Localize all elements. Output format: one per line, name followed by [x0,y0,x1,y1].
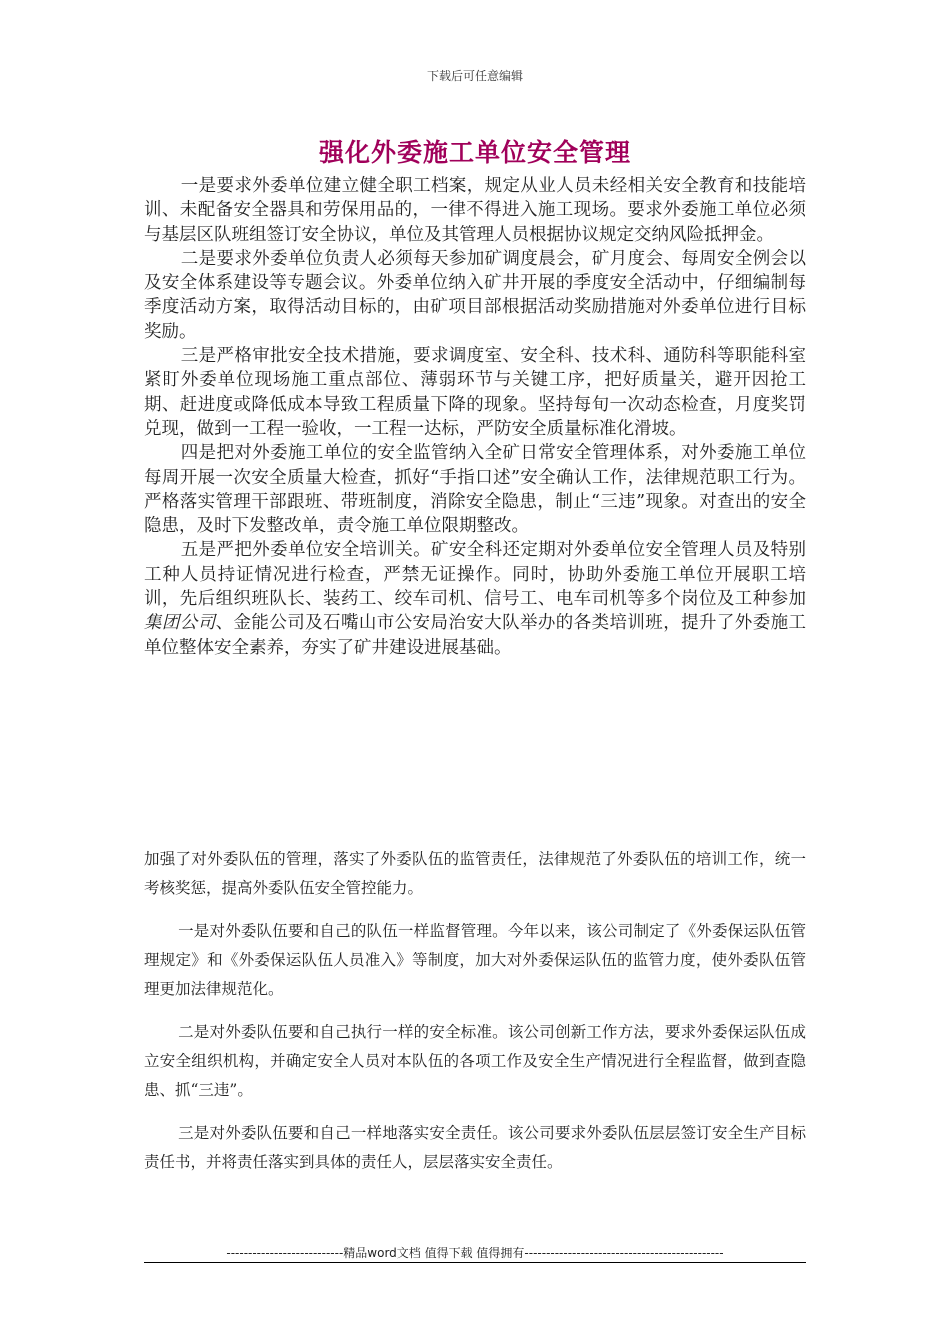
paragraph-5-italic: 集团公司 [144,613,216,634]
paragraph-4: 四是把对外委施工单位的安全监管纳入全矿日常安全管理体系，对外委施工单位每周开展一次安全质量大检查，抓好“手指口述”安全确认工作，法律规范职工行为。严格落实管理干部跟班、带班制度，消除安全隐患，制止“三违”现象。对查出的安全隐患，及时下发整改单，责令施工单位限期整改。 [144,443,806,537]
footer-text: ---------------------------精品word文档 值得下载 值得拥有---------------------------------------------- [226,1246,724,1260]
top-note: 下载后可任意编辑 [426,69,523,83]
document-title: 强化外委施工单位安全管理 [318,138,631,167]
footer-divider [144,1262,806,1263]
secondary-paragraph-3: 二是对外委队伍要和自己执行一样的安全标准。该公司创新工作方法，要求外委保运队伍成立安全组织机构，并确定安全人员对本队伍的各项工作及安全生产情况进行全程监督，做到查隐患、抓“三违”。 [144,1023,806,1099]
paragraph-5-part-a: 五是严把外委单位安全培训关。矿安全科还定期对外委单位安全管理人员及特别工种人员持证情况进行检查，严禁无证操作。同时，协助外委施工单位开展职工培训，先后组织班队长、装药工、绞车司机、信号工、电车司机等多个岗位及工种参加 [144,540,806,610]
secondary-paragraph-2: 一是对外委队伍要和自己的队伍一样监督管理。今年以来，该公司制定了《外委保运队伍管理规定》和《外委保运队伍人员准入》等制度，加大对外委保运队伍的监管力度，使外委队伍管理更加法律规范化。 [144,922,806,998]
paragraph-2: 二是要求外委单位负责人必须每天参加矿调度晨会，矿月度会、每周安全例会以及安全体系建设等专题会议。外委单位纳入矿井开展的季度安全活动中，仔细编制每季度活动方案，取得活动目标的，由矿项目部根据活动奖励措施对外委单位进行目标奖励。 [144,248,806,342]
section-main [144,174,806,660]
paragraph-5-part-b: 、金能公司及石嘴山市公安局治安大队举办的各类培训班，提升了外委施工单位整体安全素养，夯实了矿井建设进展基础。 [144,613,807,658]
secondary-paragraph-1: 加强了对外委队伍的管理，落实了外委队伍的监管责任，法律规范了外委队伍的培训工作，统一考核奖惩，提高外委队伍安全管控能力。 [144,850,806,897]
paragraph-1: 一是要求外委单位建立健全职工档案，规定从业人员未经相关安全教育和技能培训、未配备安全器具和劳保用品的，一律不得进入施工现场。要求外委施工单位必须与基层区队班组签订安全协议，单位及其管理人员根据协议规定交纳风险抵押金。 [144,176,806,245]
paragraph-5 [144,538,806,659]
paragraph-3: 三是严格审批安全技术措施，要求调度室、安全科、技术科、通防科等职能科室紧盯外委单位现场施工重点部位、薄弱环节与关键工序，把好质量关，避开因抢工期、赶进度或降低成本导致工程质量下降的现象。坚持每旬一次动态检查，月度奖罚兑现，做到一工程一验收，一工程一达标，严防安全质量标准化滑坡。 [144,346,806,439]
secondary-paragraph-4: 三是对外委队伍要和自己一样地落实安全责任。该公司要求外委队伍层层签订安全生产目标责任书，并将责任落实到具体的责任人，层层落实安全责任。 [144,1124,806,1171]
section-secondary [144,845,806,1177]
